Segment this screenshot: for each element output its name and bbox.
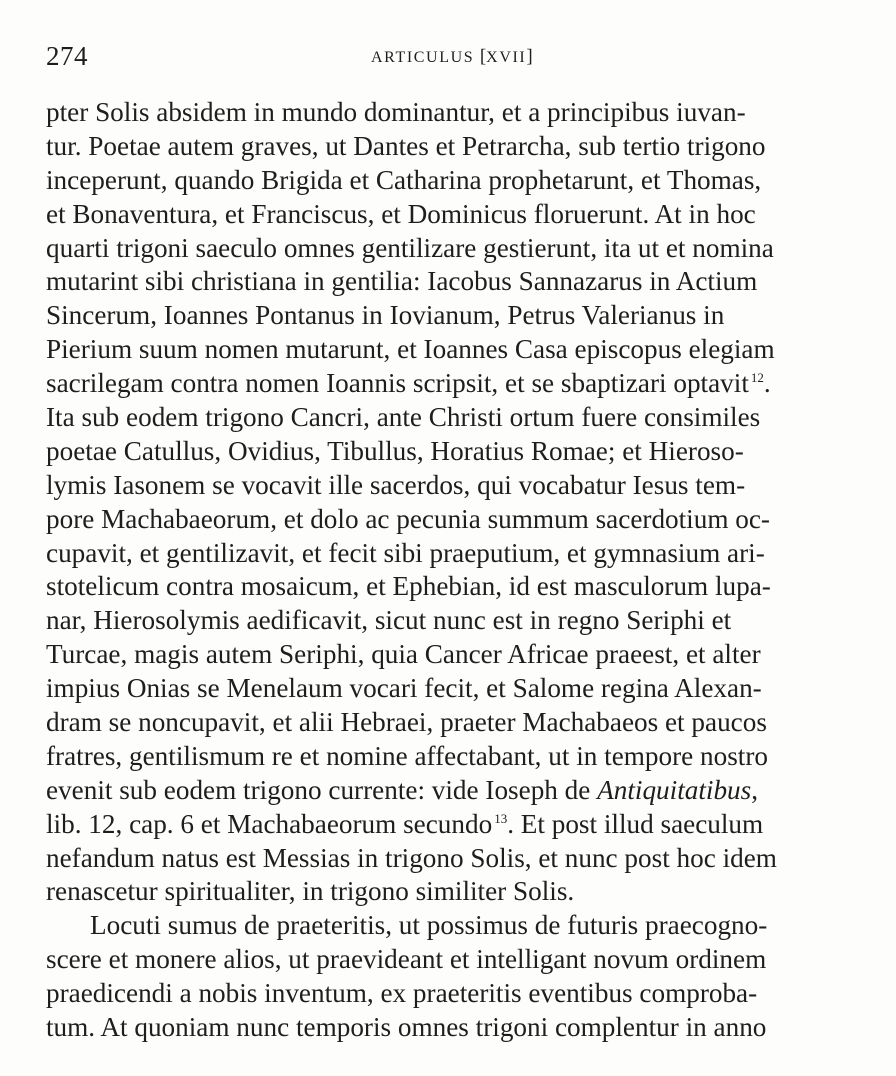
bracket-open: [: [479, 46, 487, 67]
line-text: .: [763, 368, 771, 399]
paragraph-first-line: Locuti sumus de praeteritis, ut possimus de futuris praecogno-: [90, 910, 768, 941]
text-line: [46, 774, 858, 808]
text-line: nefandum natus est Messias in trigono Solis, et nunc post hoc idem: [46, 842, 777, 873]
line-text: sacrilegam contra nomen Ioannis scripsit, et se sbaptizari optavit: [46, 368, 749, 399]
bracket-close: ]: [526, 46, 533, 67]
text-line: poetae Catullus, Ovidius, Tibullus, Horatius Romae; et Hieroso-: [46, 435, 744, 466]
text-line: Sincerum, Ioannes Pontanus in Iovianum, Petrus Valerianus in: [46, 300, 725, 331]
page-number: 274: [46, 41, 88, 71]
text-line: [46, 367, 858, 401]
text-line: Turcae, magis autem Seriphi, quia Cancer Africae praeest, et alter: [46, 639, 761, 670]
text-line: fratres, gentilismum re et nomine affectabant, ut in tempore nostro: [46, 740, 769, 771]
line-text: evenit sub eodem trigono currente: vide Ioseph de: [46, 774, 591, 805]
text-line: pter Solis absidem in mundo dominantur, et a principibus iuvan-: [46, 97, 746, 127]
running-title: [371, 46, 533, 69]
text-line: Ita sub eodem trigono Cancri, ante Christi ortum fuere consimiles: [46, 402, 761, 433]
running-title-word: ARTICULUS: [371, 49, 475, 66]
text-line: inceperunt, quando Brigida et Catharina prophetarunt, et Thomas,: [46, 164, 762, 195]
book-title-italic: Antiquitatibus: [597, 774, 752, 805]
footnote-marker: 12: [750, 370, 764, 386]
body-text: [46, 96, 858, 1045]
line-text: ,: [751, 774, 759, 805]
text-line: [46, 808, 858, 842]
text-line: cupavit, et gentilizavit, et fecit sibi praeputium, et gymnasium ari-: [46, 537, 765, 568]
text-line: dram se noncupavit, et alii Hebraei, praeter Machabaeos et paucos: [46, 707, 767, 738]
line-text: . Et post illud saeculum: [507, 808, 764, 839]
text-line: lymis Iasonem se vocavit ille sacerdos, qui vocabatur Iesus tem-: [46, 469, 746, 500]
text-line: quarti trigoni saeculo omnes gentilizare gestierunt, ita ut et nomina: [46, 232, 774, 263]
text-line: pore Machabaeorum, et dolo ac pecunia summum sacerdotium oc-: [46, 503, 770, 534]
text-line: praedicendi a nobis inventum, ex praeteritis eventibus comproba-: [46, 978, 758, 1009]
text-line: impius Onias se Menelaum vocari fecit, et Salome regina Alexan-: [46, 673, 762, 704]
text-line: renascetur spiritualiter, in trigono similiter Solis.: [46, 876, 575, 907]
text-line: et Bonaventura, et Franciscus, et Dominicus floruerunt. At in hoc: [46, 198, 756, 229]
article-number: XVII: [486, 49, 527, 66]
text-line: Pierium suum nomen mutarunt, et Ioannes Casa episcopus elegiam: [46, 334, 775, 365]
text-line: nar, Hierosolymis aedificavit, sicut nunc est in regno Seriphi et: [46, 605, 732, 636]
text-line: scere et monere alios, ut praevideant et intelligant novum ordinem: [46, 944, 767, 975]
text-line: stotelicum contra mosaicum, et Ephebian, id est masculorum lupa-: [46, 571, 771, 602]
running-head: [46, 40, 858, 76]
text-line: tum. At quoniam nunc temporis omnes trigoni complentur in anno: [46, 1012, 767, 1043]
text-line: mutarint sibi christiana in gentilia: Iacobus Sannazarus in Actium: [46, 266, 758, 297]
line-text: lib. 12, cap. 6 et Machabaeorum secundo: [46, 808, 493, 839]
footnote-marker: 13: [494, 810, 508, 826]
text-line: tur. Poetae autem graves, ut Dantes et Petrarcha, sub tertio trigono: [46, 130, 766, 161]
